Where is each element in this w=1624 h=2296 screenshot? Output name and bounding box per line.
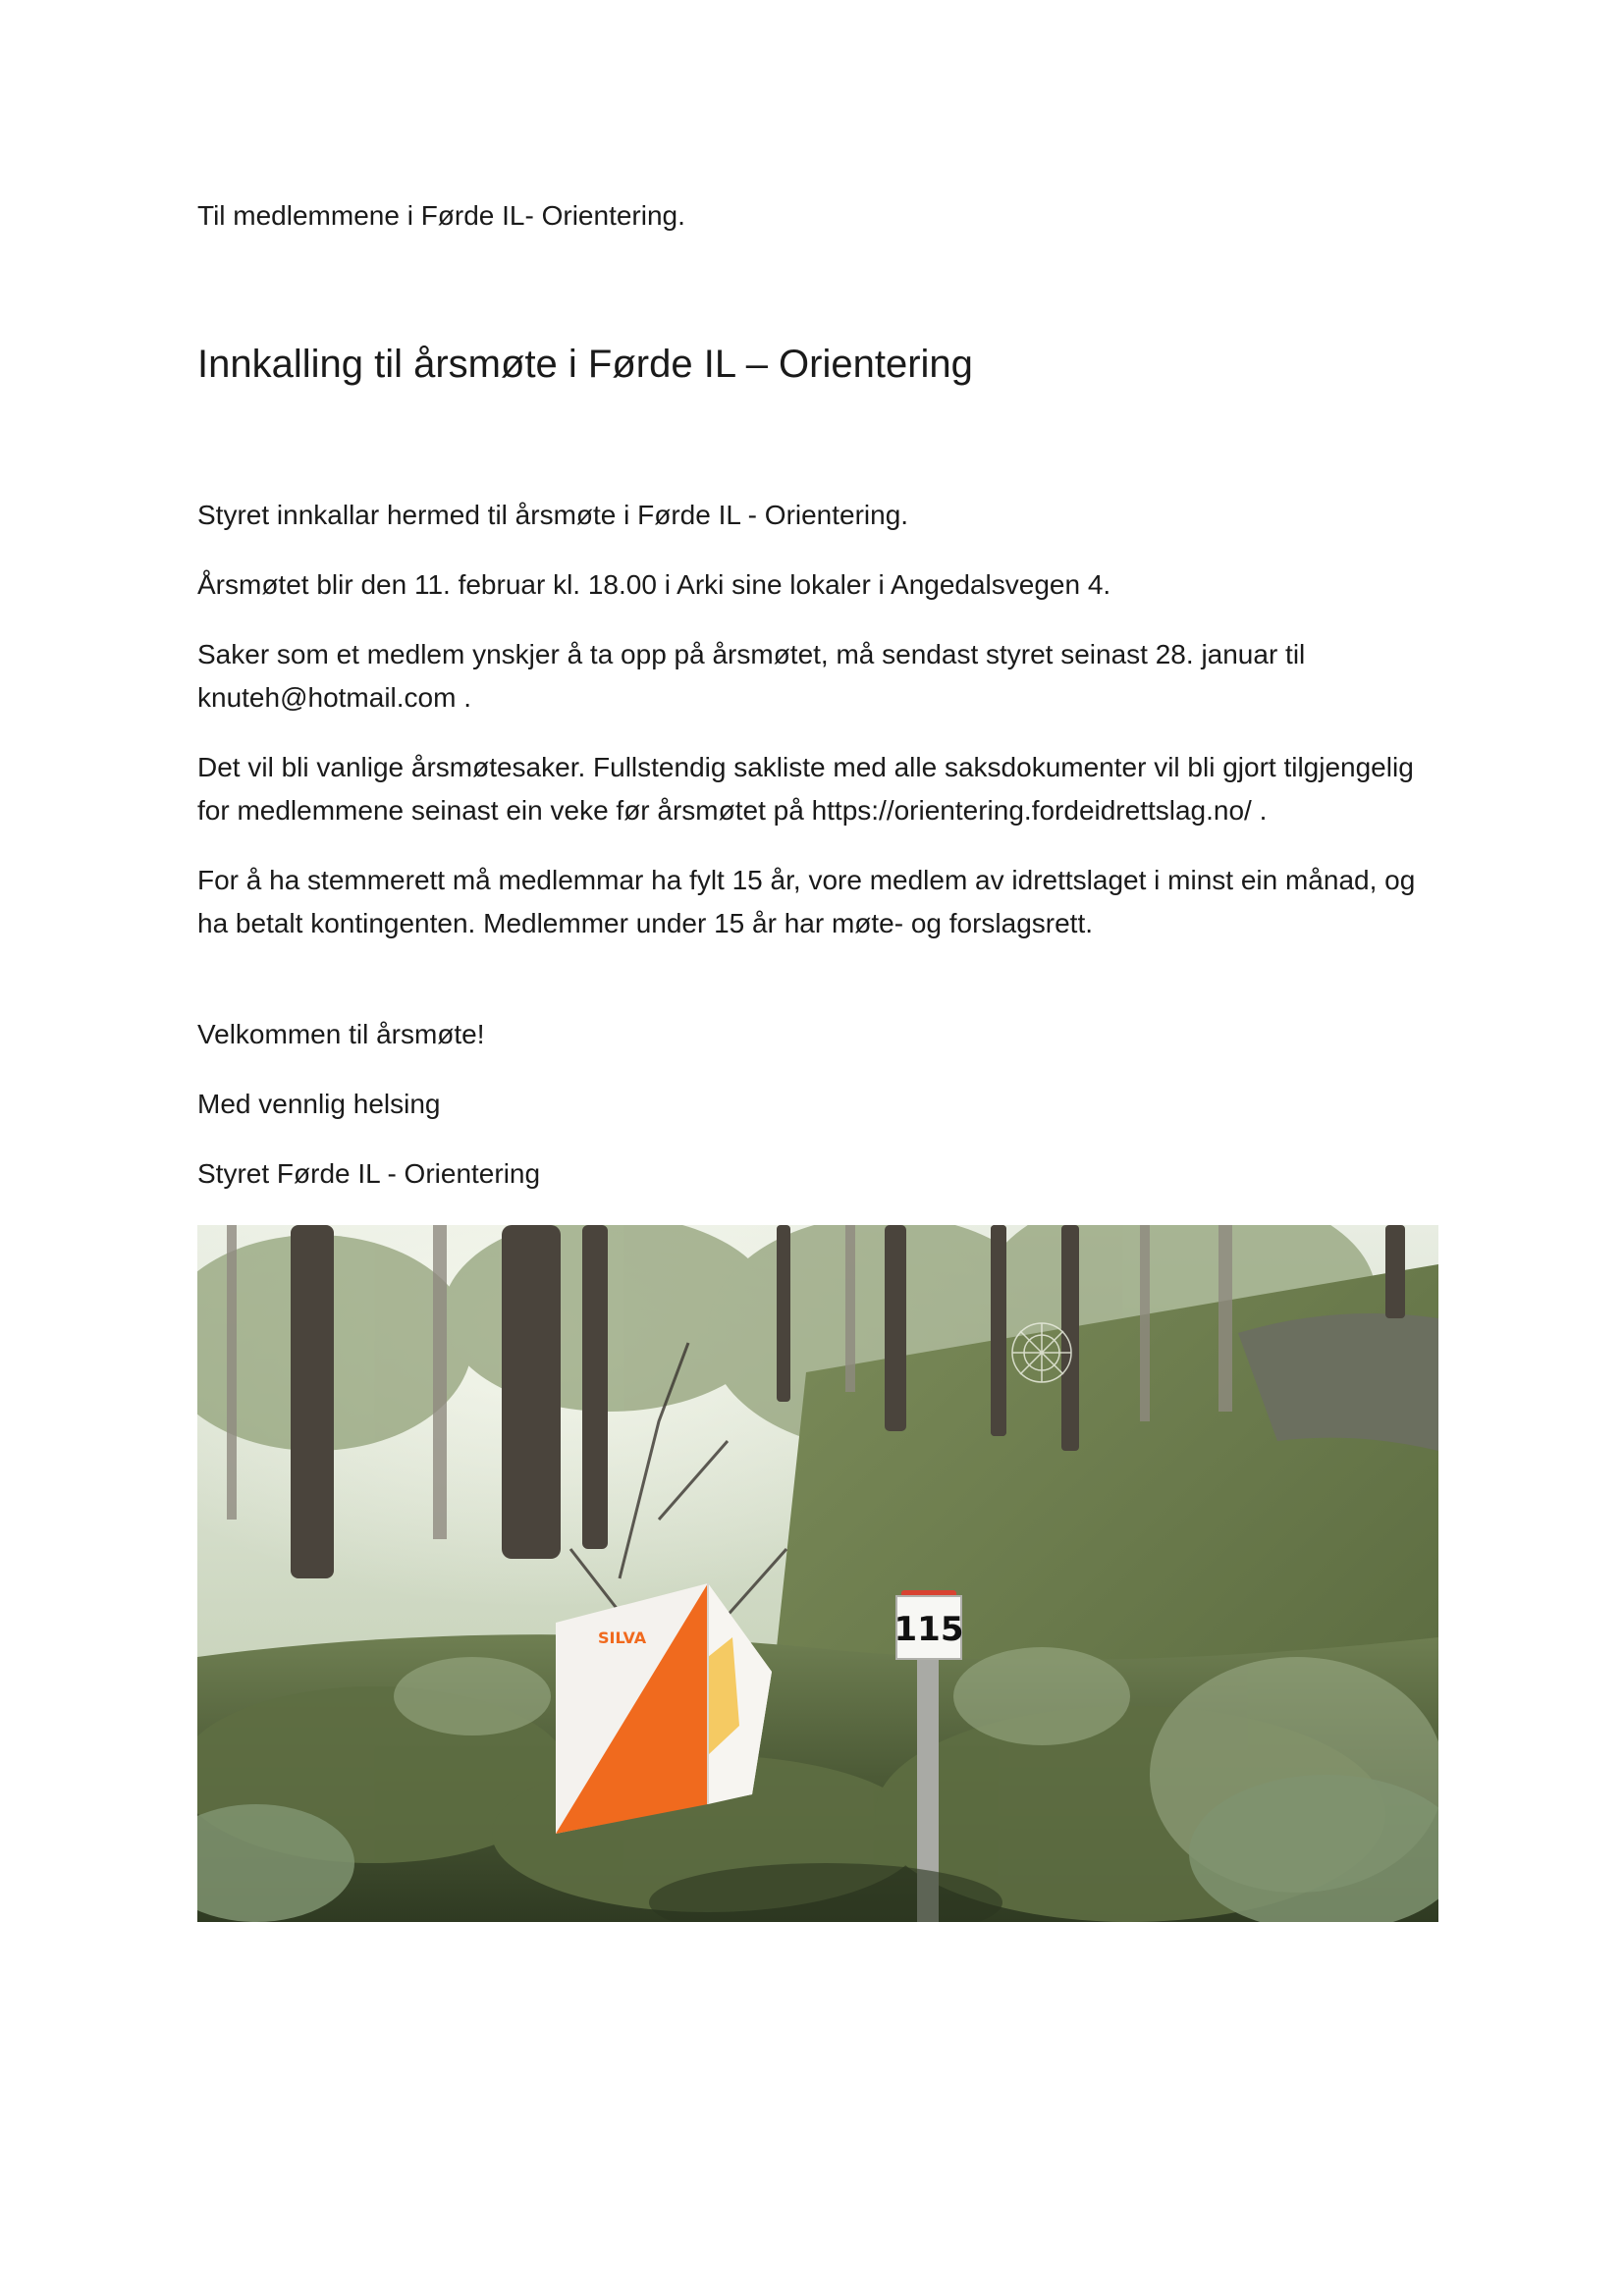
paragraph-voting-rights [197, 859, 1444, 945]
control-post-number: 115 [893, 1610, 964, 1649]
closing-greeting: Med vennlig helsing [197, 1089, 441, 1119]
salutation: Til medlemmene i Førde IL- Orientering. [197, 200, 685, 231]
paragraph-voting-rights-line-2: ha betalt kontingenten. Medlemmer under 15 år har møte- og forslagsrett. [197, 908, 1094, 938]
paragraph-agenda-line-1: Det vil bli vanlige årsmøtesaker. Fullstendig sakliste med alle saksdokumenter vil bli gjort tilgjengelig [197, 752, 1414, 782]
paragraph-voting-rights-line-1: For å ha stemmerett må medlemmar ha fylt 15 år, vore medlem av idrettslaget i minst ein månad, og [197, 865, 1416, 895]
closing-signature: Styret Førde IL - Orientering [197, 1158, 541, 1189]
closing-welcome: Velkommen til årsmøte! [197, 1019, 485, 1049]
paragraph-submissions-line-2: knuteh@hotmail.com . [197, 682, 471, 713]
paragraph-agenda [197, 746, 1444, 832]
paragraph-invitation: Styret innkallar hermed til årsmøte i Førde IL - Orientering. [197, 500, 909, 530]
paragraph-submissions [197, 633, 1444, 720]
forest-scene [197, 1225, 1438, 1922]
paragraph-date: Årsmøtet blir den 11. februar kl. 18.00 i Arki sine lokaler i Angedalsvegen 4. [197, 569, 1111, 600]
paragraph-submissions-line-1: Saker som et medlem ynskjer å ta opp på årsmøtet, må sendast styret seinast 28. januar til [197, 639, 1306, 669]
flag-brand-label: SILVA [598, 1629, 647, 1647]
paragraph-agenda-line-2: for medlemmene seinast ein veke før årsmøtet på https://orientering.fordeidrettslag.no/ . [197, 795, 1268, 826]
page-title: Innkalling til årsmøte i Førde IL – Orientering [197, 343, 973, 386]
forest-control-photo [197, 1225, 1438, 1922]
